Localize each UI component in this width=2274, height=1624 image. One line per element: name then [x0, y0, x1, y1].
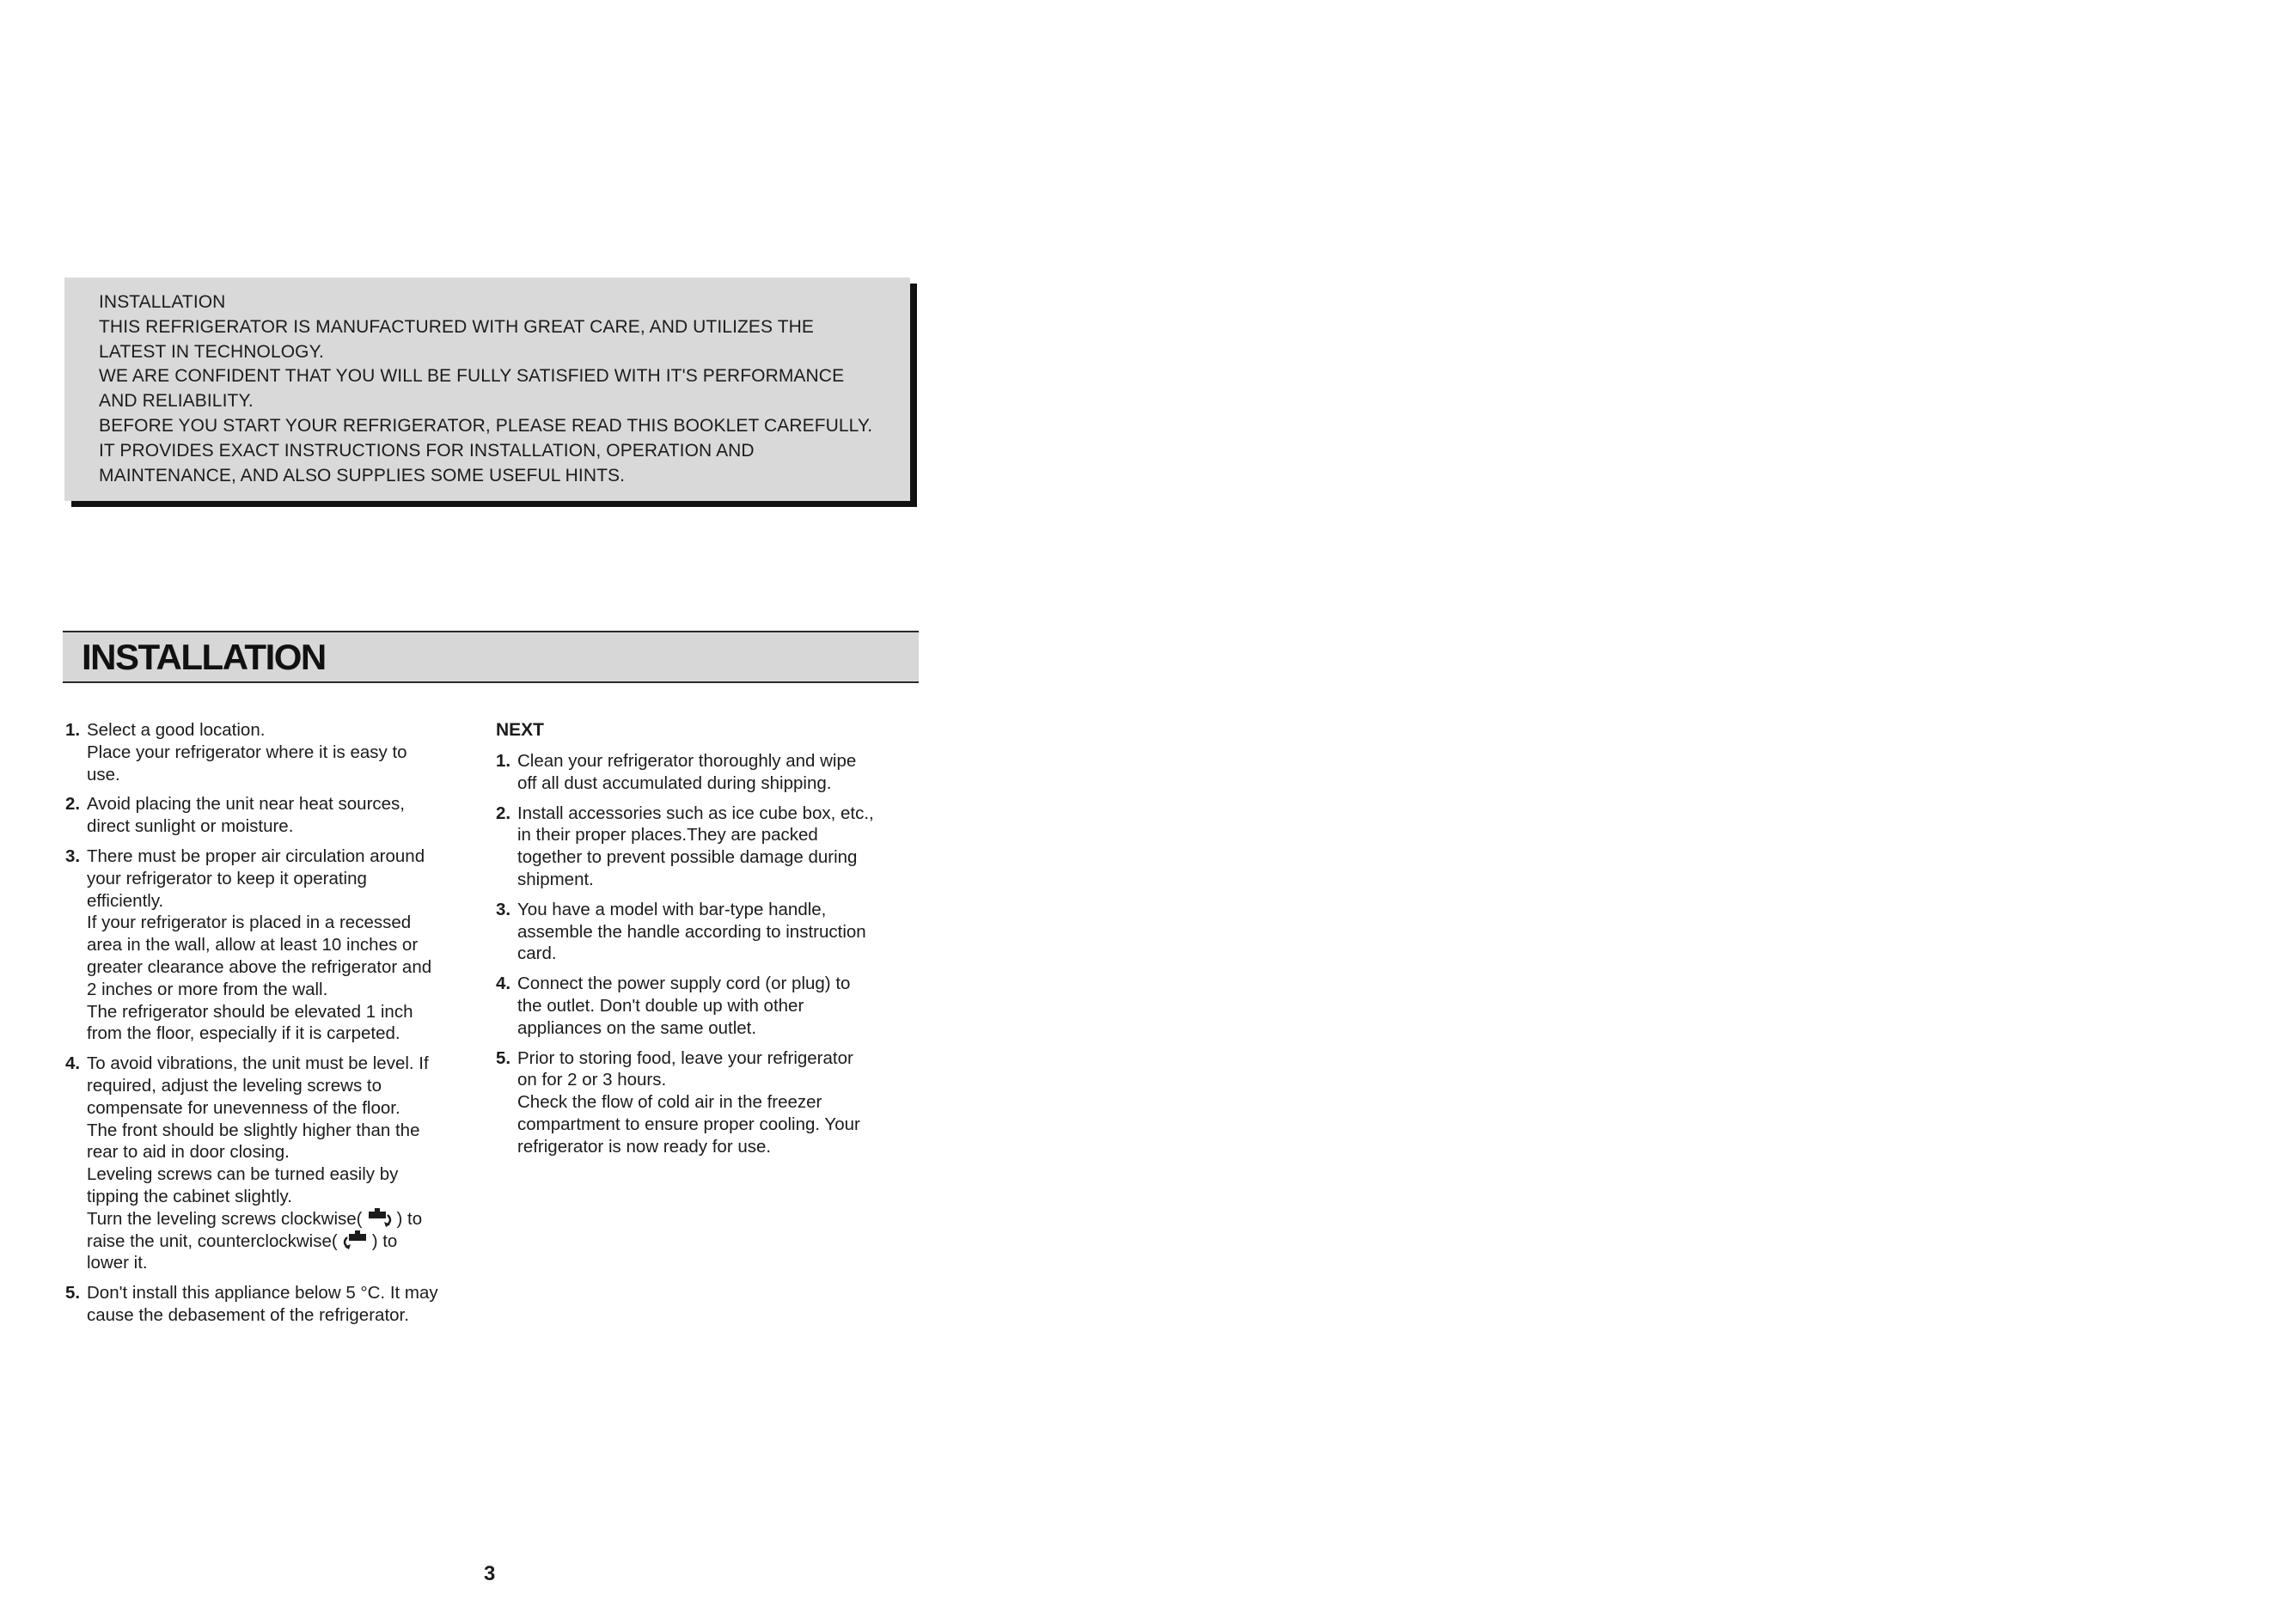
- counterclockwise-rotation-icon: [340, 1230, 370, 1249]
- step-text: Select a good location.: [87, 720, 266, 740]
- step-number: 2.: [496, 803, 511, 823]
- intro-line: THIS REFRIGERATOR IS MANUFACTURED WITH GREAT CARE, AND UTILIZES THE: [99, 316, 815, 337]
- step-number: 4.: [496, 974, 511, 994]
- step-text: your refrigerator to keep it operating: [87, 868, 367, 888]
- step-text: If your refrigerator is placed in a recessed: [87, 913, 412, 933]
- step-number: 1.: [496, 751, 511, 771]
- step-number: 3.: [65, 846, 81, 866]
- step-text: shipment.: [517, 869, 594, 889]
- step-text: Avoid placing the unit near heat sources,: [87, 794, 406, 815]
- step-text: the outlet. Don't double up with other: [517, 995, 804, 1016]
- intro-notice-box: [64, 278, 910, 501]
- step-text-with-icon: [87, 1230, 478, 1253]
- step-number: 3.: [496, 899, 511, 919]
- clockwise-rotation-icon: [365, 1208, 394, 1227]
- step-text: compartment to ensure proper cooling. Your: [517, 1114, 860, 1134]
- step-text: 2 inches or more from the wall.: [87, 979, 328, 999]
- step-text: There must be proper air circulation around: [87, 846, 425, 866]
- step-text: Connect the power supply cord (or plug) to: [517, 974, 851, 994]
- step-text: Leveling screws can be turned easily by: [87, 1164, 399, 1185]
- page-number: 3: [484, 1562, 496, 1585]
- step-text: in their proper places.They are packed: [517, 825, 818, 846]
- step-text: rear to aid in door closing.: [87, 1142, 290, 1163]
- step-text: greater clearance above the refrigerator and: [87, 956, 432, 977]
- intro-line: LATEST IN TECHNOLOGY.: [99, 341, 324, 362]
- next-step-2: [496, 803, 908, 891]
- step-text: tipping the cabinet slightly.: [87, 1186, 292, 1206]
- section-title: INSTALLATION: [82, 637, 326, 677]
- step-text: refrigerator is now ready for use.: [517, 1136, 772, 1157]
- step-number: 4.: [65, 1053, 81, 1074]
- step-text: use.: [87, 764, 120, 785]
- intro-line: WE ARE CONFIDENT THAT YOU WILL BE FULLY SATISFIED WITH IT'S PERFORMANCE: [99, 366, 845, 387]
- step-text: Install accessories such as ice cube box, etc.,: [517, 803, 874, 823]
- section-header: [63, 631, 919, 683]
- step-text-fragment: ) to: [371, 1230, 398, 1251]
- intro-line: BEFORE YOU START YOUR REFRIGERATOR, PLEASE READ THIS BOOKLET CAREFULLY.: [99, 415, 873, 436]
- step-text: card.: [517, 943, 557, 964]
- step-text: efficiently.: [87, 890, 164, 911]
- next-heading: NEXT: [496, 720, 545, 740]
- next-steps-list: [496, 750, 908, 1158]
- intro-line: MAINTENANCE, AND ALSO SUPPLIES SOME USEFUL HINTS.: [99, 465, 626, 485]
- step-text: on for 2 or 3 hours.: [517, 1070, 667, 1090]
- step-text: lower it.: [87, 1253, 148, 1273]
- step-text: direct sunlight or moisture.: [87, 816, 294, 837]
- step-text: off all dust accumulated during shipping.: [517, 772, 832, 793]
- step-text: Place your refrigerator where it is easy to: [87, 742, 407, 762]
- step-text: appliances on the same outlet.: [517, 1017, 757, 1038]
- step-text: compensate for unevenness of the floor.: [87, 1097, 400, 1118]
- step-text: Clean your refrigerator thoroughly and wipe: [517, 751, 857, 771]
- step-text: together to prevent possible damage during: [517, 847, 858, 868]
- step-number: 2.: [65, 794, 81, 815]
- step-text-fragment: raise the unit, counterclockwise(: [87, 1230, 338, 1251]
- step-number: 1.: [65, 720, 81, 740]
- step-text: from the floor, especially if it is carpeted.: [87, 1023, 400, 1044]
- installation-steps-list: [65, 719, 478, 1327]
- intro-line: INSTALLATION: [99, 292, 226, 312]
- installation-step-2: [65, 793, 478, 838]
- installation-step-1: [65, 719, 478, 785]
- next-step-4: [496, 973, 908, 1039]
- step-number: 5.: [65, 1283, 81, 1303]
- step-text: Check the flow of cold air in the freezer: [517, 1092, 822, 1113]
- next-step-1: [496, 750, 908, 795]
- intro-line: IT PROVIDES EXACT INSTRUCTIONS FOR INSTALLATION, OPERATION AND: [99, 440, 755, 461]
- intro-line: AND RELIABILITY.: [99, 391, 254, 412]
- step-text-fragment: Turn the leveling screws clockwise(: [87, 1208, 363, 1229]
- next-steps-column: [496, 719, 908, 1166]
- step-number: 5.: [496, 1047, 511, 1068]
- step-text: To avoid vibrations, the unit must be level. If: [87, 1053, 429, 1074]
- step-text: The front should be slightly higher than the: [87, 1120, 420, 1140]
- installation-step-4: [65, 1053, 478, 1274]
- installation-step-3: [65, 846, 478, 1045]
- step-text-with-icon: [87, 1208, 478, 1230]
- step-text: area in the wall, allow at least 10 inches or: [87, 935, 419, 955]
- step-text: Prior to storing food, leave your refrigerator: [517, 1047, 853, 1068]
- step-text: Don't install this appliance below 5 °C. It may: [87, 1283, 438, 1303]
- step-text: You have a model with bar-type handle,: [517, 899, 827, 919]
- step-text: The refrigerator should be elevated 1 inch: [87, 1001, 413, 1022]
- installation-step-5: [65, 1282, 478, 1327]
- installation-steps-column: [65, 719, 478, 1334]
- step-text: required, adjust the leveling screws to: [87, 1075, 382, 1096]
- next-step-3: [496, 899, 908, 965]
- step-text: cause the debasement of the refrigerator.: [87, 1304, 409, 1325]
- step-text-fragment: ) to: [396, 1208, 423, 1229]
- step-text: assemble the handle according to instruction: [517, 921, 866, 942]
- next-step-5: [496, 1047, 908, 1158]
